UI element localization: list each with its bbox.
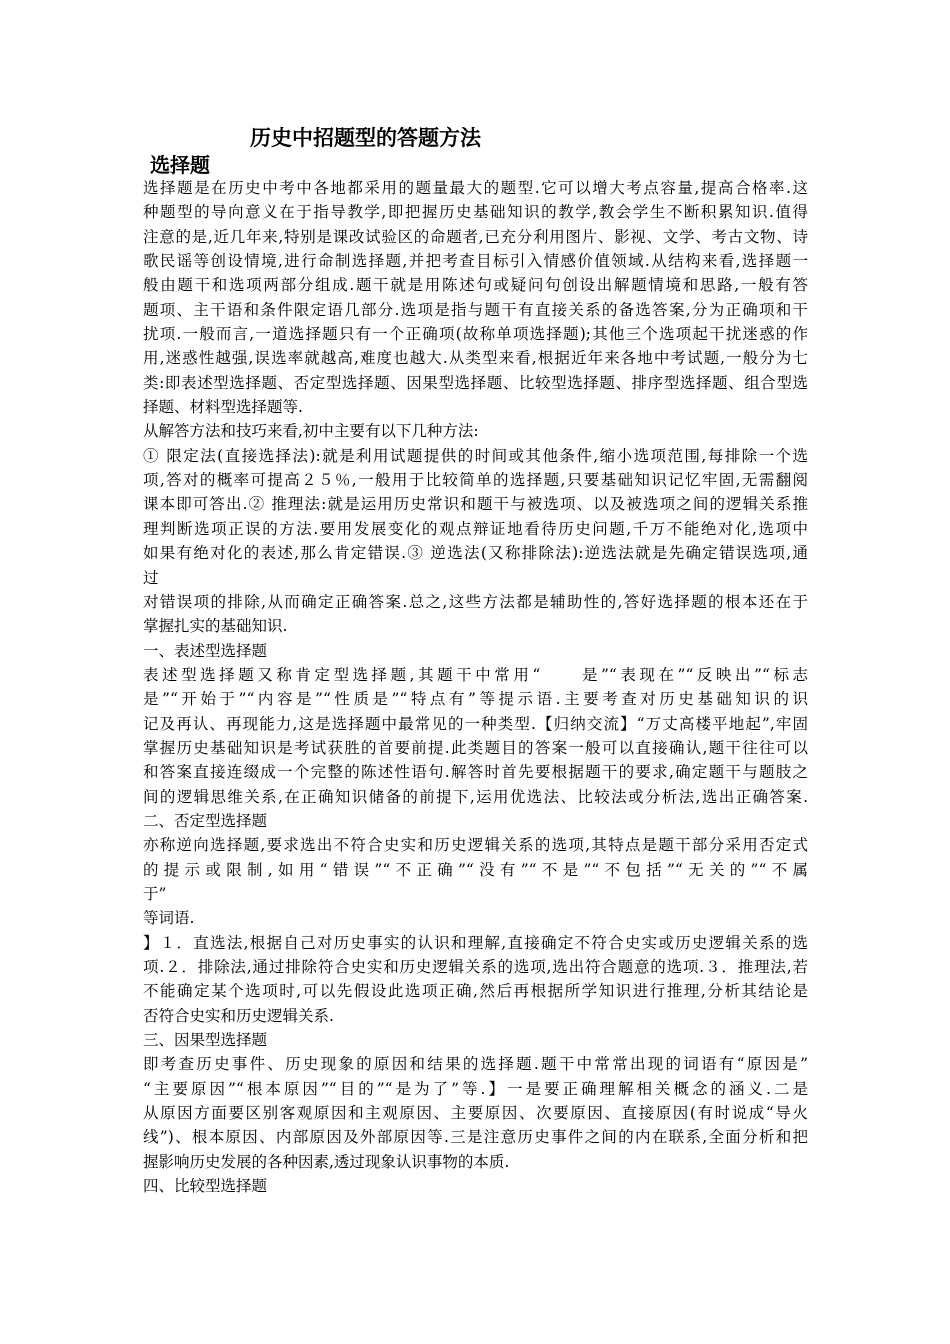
text-line: 掌握历史基础知识是考试获胜的首要前提.此类题目的答案一般可以直接确认,题干往往可以	[143, 738, 808, 757]
text-line: 从原因方面要区别客观原因和主观原因、主要原因、次要原因、直接原因(有时说成“导火	[143, 1104, 808, 1123]
text-line: 否符合史实和历史逻辑关系.	[143, 1006, 334, 1025]
text-line: 种题型的导向意义在于指导教学,即把握历史基础知识的教学,教会学生不断积累知识.值得	[143, 203, 808, 222]
text-line: 歌民谣等创设情境,进行命制选择题,并把考查目标引入情感价值领域.从结构来看,选择题一	[143, 252, 808, 271]
text-line: 项.２．排除法,通过排除符合史实和历史逻辑关系的选项,选出符合题意的选项.３．推理法,若	[143, 958, 808, 976]
text-line: 】１．直选法,根据自己对历史事实的认识和理解,直接确定不符合史实或历史逻辑关系的选	[143, 933, 808, 952]
text-line: 掌握扎实的基础知识.	[143, 617, 288, 636]
text-line: 和答案直接连缀成一个完整的陈述性语句.解答时首先要根据题干的要求,确定题干与题肢之	[143, 763, 808, 782]
text-line: “主要原因”“根本原因”“目的”“是为了”等.】一是要正确理解相关概念的涵义.二是	[143, 1079, 808, 1098]
text-line: 于”	[143, 884, 167, 903]
text-line: ① 限定法(直接选择法):就是利用试题提供的时间或其他条件,缩小选项范围,每排除一个选	[143, 446, 808, 465]
text-line: 用,迷惑性越强,误选率就越高,难度也越大.从类型来看,根据近年来各地中考试题,一般分为七	[143, 349, 808, 368]
section-heading: 选择题	[150, 153, 210, 177]
text-line: 一、表述型选择题	[143, 641, 268, 660]
text-line: 不能确定某个选项时,可以先假设此选项正确,然后再根据所学知识进行推理,分析其结论是	[143, 982, 808, 1001]
text-line: 二、否定型选择题	[143, 811, 268, 830]
text-line: 扰项.一般而言,一道选择题只有一个正确项(故称单项选择题);其他三个选项起干扰迷惑的作	[143, 325, 808, 344]
text-line: 亦称逆向选择题,要求选出不符合史实和历史逻辑关系的选项,其特点是题干部分采用否定式	[143, 836, 808, 855]
document-title: 历史中招题型的答题方法	[250, 125, 481, 150]
text-line: 题项、主干语和条件限定语几部分.选项是指与题干有直接关系的备选答案,分为正确项和干	[143, 300, 808, 319]
text-line: 握影响历史发展的各种因素,透过现象认识事物的本质.	[143, 1152, 510, 1171]
text-line: 表述型选择题又称肯定型选择题,其题干中常用“ 是”“表现在”“反映出”“标志	[143, 665, 808, 684]
text-line: 课本即可答出.② 推理法:就是运用历史常识和题干与被选项、以及被选项之间的逻辑关系推	[143, 495, 808, 514]
text-line: 对错误项的排除,从而确定正确答案.总之,这些方法都是辅助性的,答好选择题的根本还在于	[143, 592, 808, 611]
text-line: 过	[143, 568, 159, 587]
text-line: 记及再认、再现能力,这是选择题中最常见的一种类型.【归纳交流】“万丈高楼平地起”,牢固	[143, 714, 808, 733]
text-line: 理判断选项正误的方法.要用发展变化的观点辩证地看待历史问题,千万不能绝对化,选项中	[143, 519, 808, 538]
text-line: 选择题是在历史中考中各地都采用的题量最大的题型.它可以增大考点容量,提高合格率.这	[143, 179, 808, 197]
text-line: 如果有绝对化的表述,那么肯定错误.③ 逆选法(又称排除法):逆选法就是先确定错误选项,通	[143, 544, 808, 563]
text-line: 三、因果型选择题	[143, 1031, 268, 1050]
text-line: 项,答对的概率可提高２５％,一般用于比较简单的选择题,只要基础知识记忆牢固,无需翻阅	[143, 471, 808, 490]
text-line: 类:即表述型选择题、否定型选择题、因果型选择题、比较型选择题、排序型选择题、组合型选	[143, 373, 808, 392]
text-line: 间的逻辑思维关系,在正确知识储备的前提下,运用优选法、比较法或分析法,选出正确答案.	[143, 787, 808, 806]
text-line: 是”“开始于”“内容是”“性质是”“特点有”等提示语.主要考查对历史基础知识的识	[143, 690, 808, 709]
text-line: 从解答方法和技巧来看,初中主要有以下几种方法:	[143, 422, 479, 441]
text-line: 注意的是,近几年来,特别是课改试验区的命题者,已充分利用图片、影视、文学、考古文物、诗	[143, 227, 808, 246]
text-line: 的提示或限制,如用“错误”“不正确”“没有”“不是”“不包括”“无关的”“不属	[143, 860, 808, 879]
text-line: 线”)、根本原因、内部原因及外部原因等.三是注意历史事件之间的内在联系,全面分析和把	[143, 1128, 808, 1147]
document-body	[143, 176, 808, 1198]
text-line: 择题、材料型选择题等.	[143, 398, 303, 417]
text-line: 等词语.	[143, 909, 195, 928]
text-line: 般由题干和选项两部分组成.题干就是用陈述句或疑问句创设出解题情境和思路,一般有答	[143, 276, 808, 295]
text-line: 即考查历史事件、历史现象的原因和结果的选择题.题干中常常出现的词语有“原因是”	[143, 1055, 808, 1074]
text-line: 四、比较型选择题	[143, 1177, 268, 1196]
